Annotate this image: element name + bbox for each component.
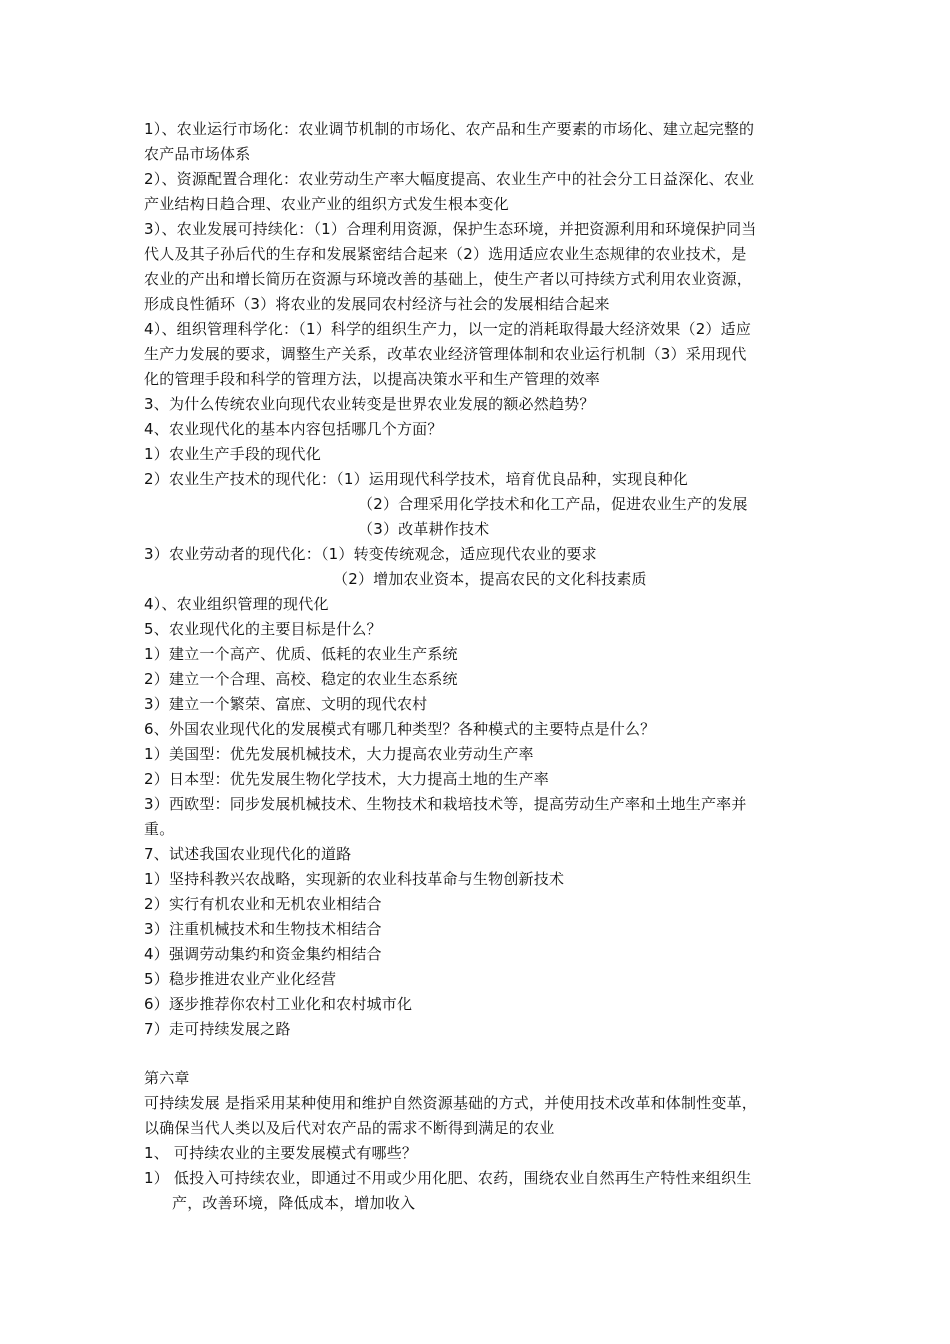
text-line: 1）美国型：优先发展机械技术，大力提高农业劳动生产率 <box>144 745 534 763</box>
text-line: 化的管理手段和科学的管理方法，以提高决策水平和生产管理的效率 <box>144 370 601 388</box>
text-line: 1）农业生产手段的现代化 <box>144 445 321 463</box>
question-heading: 1、 可持续农业的主要发展模式有哪些？ <box>144 1144 418 1162</box>
text-line: 1）建立一个高产、优质、低耗的农业生产系统 <box>144 645 458 663</box>
text-line: 农业的产出和增长简历在资源与环境改善的基础上，使生产者以可持续方式利用农业资源， <box>144 270 753 288</box>
text-line: 2）实行有机农业和无机农业相结合 <box>144 895 382 913</box>
text-line: 3）西欧型：同步发展机械技术、生物技术和栽培技术等，提高劳动生产率和土地生产率并 <box>144 795 747 813</box>
text-line: 2）农业生产技术的现代化：（1）运用现代科学技术，培育优良品种，实现良种化 <box>144 470 688 488</box>
text-line: 生产力发展的要求，调整生产关系，改革农业经济管理体制和农业运行机制（3）采用现代 <box>144 345 747 363</box>
text-line: 4）、组织管理科学化：（1）科学的组织生产力，以一定的消耗取得最大经济效果（2）适应 <box>144 320 752 338</box>
text-line: 3）建立一个繁荣、富庶、文明的现代农村 <box>144 695 428 713</box>
text-line: 代人及其子孙后代的生存和发展紧密结合起来（2）选用适应农业生态规律的农业技术，是 <box>144 245 747 263</box>
text-line: 3）、农业发展可持续化：（1）合理利用资源，保护生态环境，并把资源利用和环境保护同当 <box>144 220 757 238</box>
question-heading: 4、农业现代化的基本内容包括哪几个方面？ <box>144 420 443 438</box>
text-line: 产，改善环境，降低成本，增加收入 <box>172 1194 416 1212</box>
text-line: 农产品市场体系 <box>144 145 251 163</box>
text-line: 4）强调劳动集约和资金集约相结合 <box>144 945 382 963</box>
text-line: 6）逐步推荐你农村工业化和农村城市化 <box>144 995 413 1013</box>
question-heading: 5、农业现代化的主要目标是什么？ <box>144 620 382 638</box>
text-line: 2）日本型：优先发展生物化学技术，大力提高土地的生产率 <box>144 770 549 788</box>
text-line: 3）注重机械技术和生物技术相结合 <box>144 920 382 938</box>
text-line: 4）、农业组织管理的现代化 <box>144 595 329 613</box>
question-heading: 7、试述我国农业现代化的道路 <box>144 845 352 863</box>
text-line: 2）建立一个合理、高校、稳定的农业生态系统 <box>144 670 458 688</box>
text-line: 5）稳步推进农业产业化经营 <box>144 970 337 988</box>
text-line: 形成良性循环（3）将农业的发展同农村经济与社会的发展相结合起来 <box>144 295 610 313</box>
text-line: 2）、资源配置合理化：农业劳动生产率大幅度提高、农业生产中的社会分工日益深化、农业 <box>144 170 755 188</box>
text-line: 重。 <box>144 820 175 838</box>
question-heading: 6、外国农业现代化的发展模式有哪几种类型？各种模式的主要特点是什么？ <box>144 720 656 738</box>
text-line: 3）农业劳动者的现代化：（1）转变传统观念，适应现代农业的要求 <box>144 545 597 563</box>
text-line: 以确保当代人类以及后代对农产品的需求不断得到满足的农业 <box>144 1119 555 1137</box>
text-line: 产业结构日趋合理、农业产业的组织方式发生根本变化 <box>144 195 509 213</box>
text-line: 1）、农业运行市场化：农业调节机制的市场化、农产品和生产要素的市场化、建立起完整的 <box>144 120 755 138</box>
chapter-heading: 第六章 <box>144 1069 190 1087</box>
text-line: 1）坚持科教兴农战略，实现新的农业科技革命与生物创新技术 <box>144 870 565 888</box>
text-line: （2）合理采用化学技术和化工产品，促进农业生产的发展 <box>358 495 748 513</box>
question-heading: 3、为什么传统农业向现代农业转变是世界农业发展的额必然趋势？ <box>144 395 595 413</box>
text-line: 可持续发展 是指采用某种使用和维护自然资源基础的方式，并使用技术改革和体制性变革， <box>144 1094 757 1112</box>
text-line: （2）增加农业资本，提高农民的文化科技素质 <box>333 570 647 588</box>
text-line: 7）走可持续发展之路 <box>144 1020 291 1038</box>
text-line: （3）改革耕作技术 <box>358 520 490 538</box>
text-line: 1） 低投入可持续农业，即通过不用或少用化肥、农药，围绕农业自然再生产特性来组织生 <box>144 1169 752 1187</box>
